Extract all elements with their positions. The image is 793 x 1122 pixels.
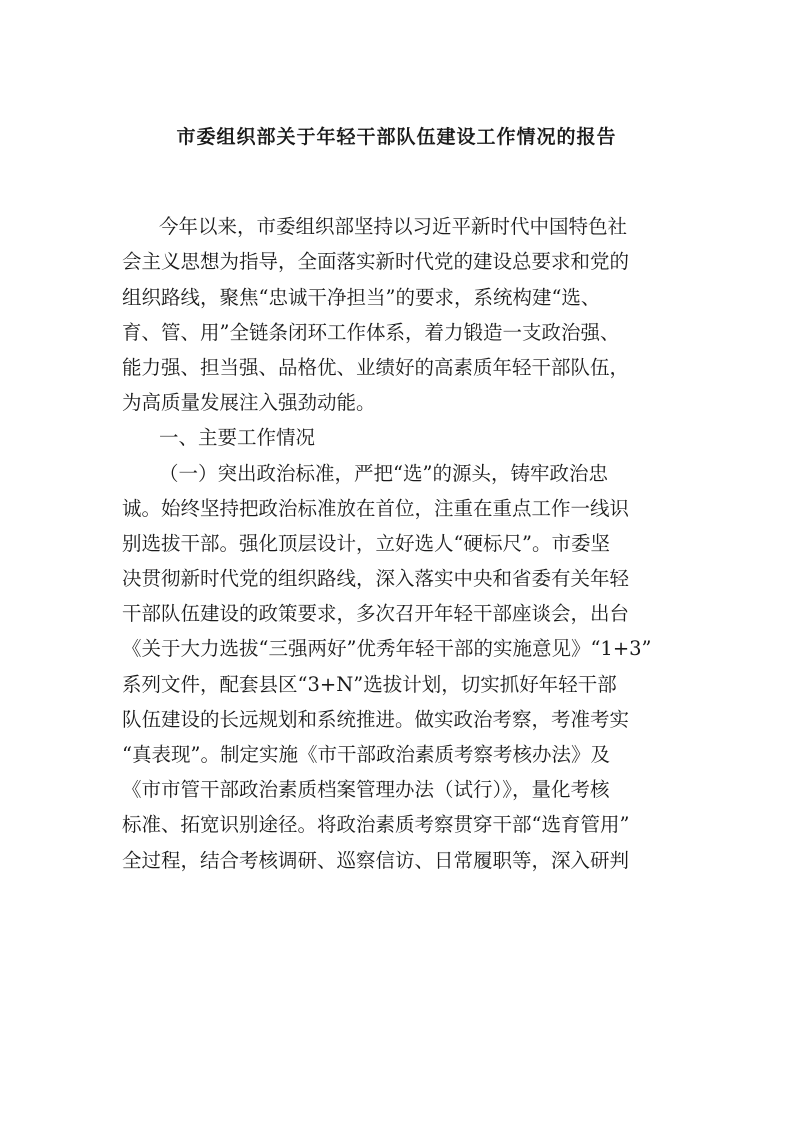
- paragraph-line: 别选拔干部。强化顶层设计，立好选人“硬标尺”。市委坚: [122, 531, 610, 555]
- paragraph-line: 诚。始终坚持把政治标准放在首位，注重在重点工作一线识: [122, 496, 630, 520]
- paragraph-line: 今年以来，市委组织部坚持以习近平新时代中国特色社: [159, 215, 628, 239]
- paragraph-line: 为高质量发展注入强劲动能。: [122, 391, 376, 415]
- paragraph-line: 《市市管干部政治素质档案管理办法（试行）》，量化考核: [122, 778, 610, 802]
- paragraph-line: 标准、拓宽识别途径。将政治素质考察贯穿干部“选育管用”: [122, 813, 630, 837]
- paragraph-line: 决贯彻新时代党的组织路线，深入落实中央和省委有关年轻: [122, 567, 630, 591]
- section-heading: 一、主要工作情况: [159, 426, 316, 450]
- document-title: 市委组织部关于年轻干部队伍建设工作情况的报告: [176, 126, 617, 148]
- paragraph-line: 《关于大力选拔“三强两好”优秀年轻干部的实施意见》“1+3”: [122, 637, 652, 661]
- paragraph-line: 全过程，结合考核调研、巡察信访、日常履职等，深入研判: [122, 848, 630, 872]
- paragraph-line: 能力强、担当强、品格优、业绩好的高素质年轻干部队伍，: [122, 355, 630, 379]
- document-body: [122, 174, 670, 878]
- paragraph-line: 队伍建设的长远规划和系统推进。做实政治考察，考准考实: [122, 707, 630, 731]
- paragraph-line: “真表现”。制定实施《市干部政治素质考察考核办法》及: [122, 743, 610, 766]
- paragraph-line: 会主义思想为指导，全面落实新时代党的建设总要求和党的: [122, 250, 630, 274]
- paragraph-line: 育、管、用”全链条闭环工作体系，着力锻造一支政治强、: [122, 320, 620, 344]
- paragraph-line: 干部队伍建设的政策要求，多次召开年轻干部座谈会，出台: [122, 602, 630, 626]
- paragraph-line: （一）突出政治标准，严把“选”的源头，铸牢政治忠: [159, 461, 608, 485]
- blank-line: [122, 174, 670, 209]
- paragraph-line: 组织路线，聚焦“忠诚干净担当”的要求，系统构建“选、: [122, 285, 601, 309]
- paragraph-line: 系列文件，配套县区“3+N”选拔计划，切实抓好年轻干部: [122, 672, 617, 696]
